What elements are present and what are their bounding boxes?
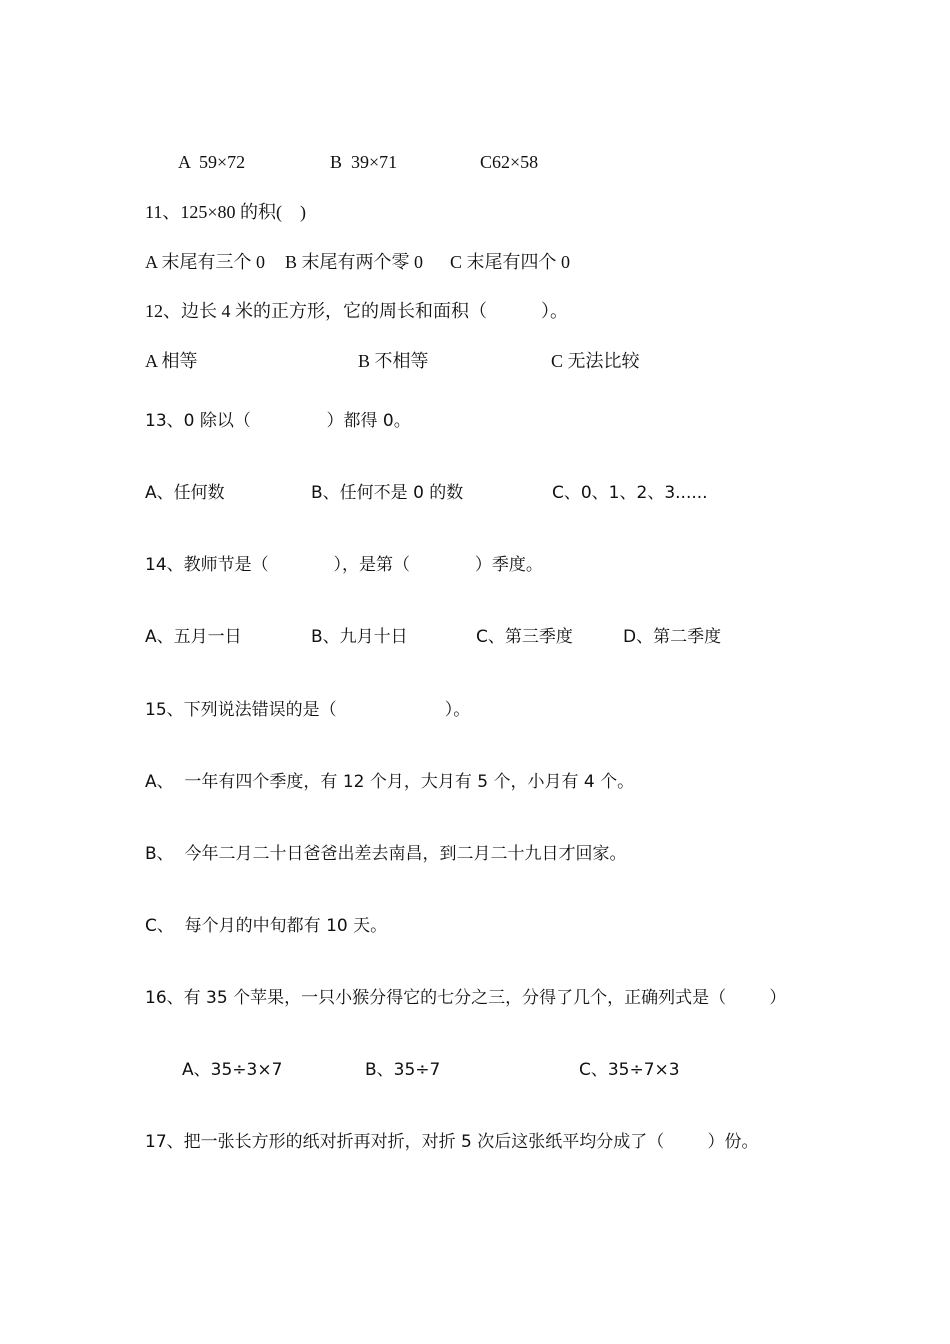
q14-option-b: B、九月十日 xyxy=(311,627,408,647)
q11-option-b: B 末尾有两个零 0 xyxy=(285,252,424,272)
q10-option-c: C62×58 xyxy=(480,152,539,172)
q12-option-c: C 无法比较 xyxy=(551,351,640,371)
q14-option-c: C、第三季度 xyxy=(476,627,573,647)
q11-option-a: A 末尾有三个 0 xyxy=(145,252,266,272)
q10-option-b: B 39×71 xyxy=(330,152,398,172)
q16-option-b: B、35÷7 xyxy=(365,1060,441,1080)
q11-stem: 11、125×80 的积( ) xyxy=(145,202,306,222)
q15-option-b: B、 今年二月二十日爸爸出差去南昌，到二月二十九日才回家。 xyxy=(145,844,627,864)
q13-option-b: B、任何不是 0 的数 xyxy=(311,483,464,503)
q12-stem: 12、边长 4 米的正方形，它的周长和面积（ ）。 xyxy=(145,301,568,321)
q14-option-a: A、五月一日 xyxy=(145,627,242,647)
q16-option-c: C、35÷7×3 xyxy=(579,1060,680,1080)
q14-stem: 14、教师节是（ ），是第（ ）季度。 xyxy=(145,555,543,575)
q12-option-a: A 相等 xyxy=(145,351,198,371)
q15-stem: 15、下列说法错误的是（ ）。 xyxy=(145,700,471,720)
q16-option-a: A、35÷3×7 xyxy=(182,1060,283,1080)
q11-option-c: C 末尾有四个 0 xyxy=(450,252,571,272)
q14-option-d: D、第二季度 xyxy=(623,627,722,647)
q13-option-c: C、0、1、2、3...... xyxy=(552,483,708,503)
q17-stem: 17、把一张长方形的纸对折再对折，对折 5 次后这张纸平均分成了（ ）份。 xyxy=(145,1132,759,1152)
q16-stem: 16、有 35 个苹果，一只小猴分得它的七分之三，分得了几个，正确列式是（ ） xyxy=(145,988,787,1008)
q13-option-a: A、任何数 xyxy=(145,483,225,503)
q10-option-a: A 59×72 xyxy=(178,152,246,172)
q12-option-b: B 不相等 xyxy=(358,351,429,371)
q15-option-a: A、 一年有四个季度，有 12 个月，大月有 5 个，小月有 4 个。 xyxy=(145,772,635,792)
q15-option-c: C、 每个月的中旬都有 10 天。 xyxy=(145,916,388,936)
q13-stem: 13、0 除以（ ）都得 0。 xyxy=(145,411,411,431)
